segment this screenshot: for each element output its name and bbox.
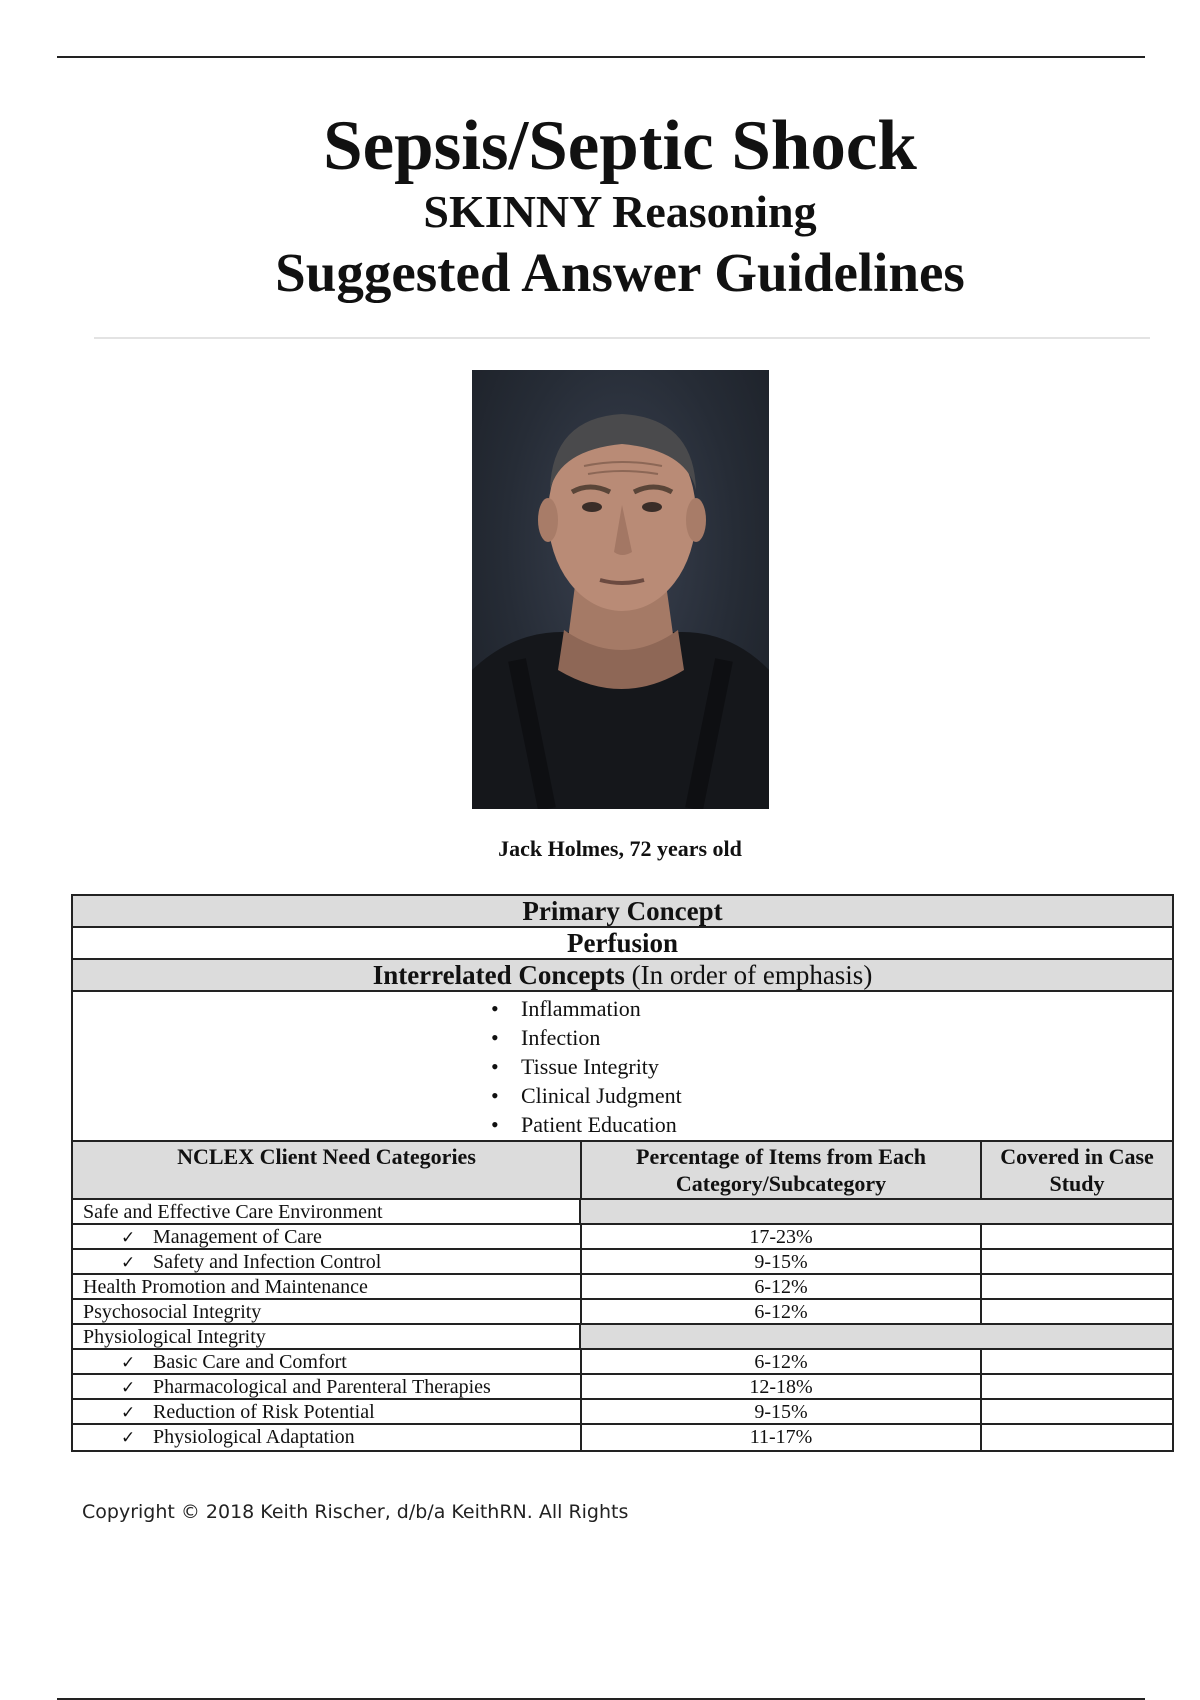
nclex-category-cell — [73, 1250, 582, 1273]
checkmark-icon: ✓ — [121, 1253, 136, 1273]
nclex-category-cell — [73, 1325, 581, 1348]
nclex-row — [73, 1425, 1172, 1450]
bullet-icon: • — [491, 1054, 499, 1079]
nclex-percentage-cell: 9-15% — [582, 1250, 982, 1273]
interrelated-concepts-note: (In order of emphasis) — [631, 960, 873, 990]
nclex-category-label: Pharmacological and Parenteral Therapies — [153, 1376, 491, 1398]
nclex-row — [73, 1250, 1172, 1275]
title-block — [0, 104, 1200, 306]
nclex-rows — [73, 1200, 1172, 1450]
concept-item — [491, 1081, 682, 1110]
nclex-category-label: Physiological Integrity — [83, 1326, 266, 1348]
nclex-header-percentage: Percentage of Items from Each Category/Subcategory — [582, 1142, 982, 1198]
concept-item-label: Tissue Integrity — [521, 1054, 659, 1079]
checkmark-icon: ✓ — [121, 1403, 136, 1423]
nclex-row — [73, 1200, 1172, 1225]
patient-portrait-icon — [472, 370, 769, 809]
nclex-header-row — [73, 1142, 1172, 1200]
top-rule — [57, 56, 1145, 58]
primary-concept-row — [73, 928, 1172, 960]
checkmark-icon: ✓ — [121, 1428, 136, 1448]
nclex-row — [73, 1300, 1172, 1325]
nclex-section-shading — [581, 1325, 1172, 1348]
concept-item-label: Inflammation — [521, 996, 641, 1021]
concepts-table — [71, 894, 1174, 1452]
document-title: Sepsis/Septic Shock — [323, 107, 917, 185]
nclex-covered-cell — [982, 1225, 1172, 1248]
nclex-covered-cell — [982, 1275, 1172, 1298]
interrelated-concepts-list — [73, 992, 1172, 1142]
nclex-category-cell — [73, 1425, 582, 1450]
patient-caption: Jack Holmes, 72 years old — [498, 836, 742, 861]
nclex-category-label: Safety and Infection Control — [153, 1251, 382, 1273]
concept-item-label: Clinical Judgment — [521, 1083, 682, 1108]
bullet-icon: • — [491, 1083, 499, 1108]
nclex-covered-cell — [982, 1300, 1172, 1323]
nclex-category-cell — [73, 1350, 582, 1373]
interrelated-concepts-header — [73, 960, 1172, 992]
nclex-row — [73, 1225, 1172, 1250]
concept-item — [491, 1110, 677, 1139]
concept-item — [491, 994, 641, 1023]
primary-concept-label: Primary Concept — [522, 896, 723, 926]
checkmark-icon: ✓ — [121, 1378, 136, 1398]
nclex-section — [73, 1142, 1172, 1450]
concept-item — [491, 1023, 600, 1052]
nclex-category-cell — [73, 1225, 582, 1248]
nclex-percentage-cell: 6-12% — [582, 1350, 982, 1373]
checkmark-icon: ✓ — [121, 1353, 136, 1373]
document-heading: Suggested Answer Guidelines — [275, 242, 965, 303]
nclex-covered-cell — [982, 1250, 1172, 1273]
nclex-row — [73, 1400, 1172, 1425]
nclex-percentage-cell: 6-12% — [582, 1300, 982, 1323]
nclex-category-label: Health Promotion and Maintenance — [83, 1276, 368, 1298]
nclex-row — [73, 1375, 1172, 1400]
document-subtitle: SKINNY Reasoning — [423, 186, 817, 237]
nclex-category-cell — [73, 1275, 582, 1298]
nclex-category-cell — [73, 1300, 582, 1323]
nclex-category-label: Reduction of Risk Potential — [153, 1401, 375, 1423]
nclex-category-label: Safe and Effective Care Environment — [83, 1201, 383, 1223]
interrelated-concepts-label: Interrelated Concepts — [372, 960, 625, 990]
nclex-header-covered: Covered in Case Study — [1000, 1144, 1154, 1196]
nclex-category-cell — [73, 1375, 582, 1398]
nclex-percentage-cell: 11-17% — [582, 1425, 982, 1450]
bullet-icon: • — [491, 996, 499, 1021]
primary-concept-value: Perfusion — [567, 928, 678, 958]
nclex-category-cell — [73, 1400, 582, 1423]
primary-concept-header — [73, 896, 1172, 928]
concept-item-label: Infection — [521, 1025, 601, 1050]
nclex-row — [73, 1350, 1172, 1375]
nclex-percentage-cell: 17-23% — [582, 1225, 982, 1248]
title-divider — [94, 337, 1150, 339]
bullet-icon: • — [491, 1112, 499, 1137]
concept-bullets — [73, 992, 1172, 1140]
nclex-percentage-cell: 9-15% — [582, 1400, 982, 1423]
nclex-percentage-cell: 12-18% — [582, 1375, 982, 1398]
nclex-category-cell — [73, 1200, 581, 1223]
nclex-category-label: Basic Care and Comfort — [153, 1351, 347, 1373]
nclex-category-label: Management of Care — [153, 1226, 322, 1248]
concept-item-label: Patient Education — [521, 1112, 677, 1137]
nclex-covered-cell — [982, 1400, 1172, 1423]
nclex-row — [73, 1325, 1172, 1350]
concept-item — [491, 1052, 659, 1081]
bullet-icon: • — [491, 1025, 499, 1050]
nclex-category-label: Physiological Adaptation — [153, 1426, 355, 1448]
nclex-percentage-cell: 6-12% — [582, 1275, 982, 1298]
nclex-row — [73, 1275, 1172, 1300]
nclex-covered-cell — [982, 1425, 1172, 1450]
nclex-covered-cell — [982, 1375, 1172, 1398]
nclex-category-label: Psychosocial Integrity — [83, 1301, 262, 1323]
checkmark-icon: ✓ — [121, 1228, 136, 1248]
nclex-header-category: NCLEX Client Need Categories — [73, 1142, 582, 1198]
nclex-covered-cell — [982, 1350, 1172, 1373]
copyright-notice: Copyright © 2018 Keith Rischer, d/b/a KeithRN. All Rights — [82, 1501, 629, 1523]
nclex-section-shading — [581, 1200, 1172, 1223]
